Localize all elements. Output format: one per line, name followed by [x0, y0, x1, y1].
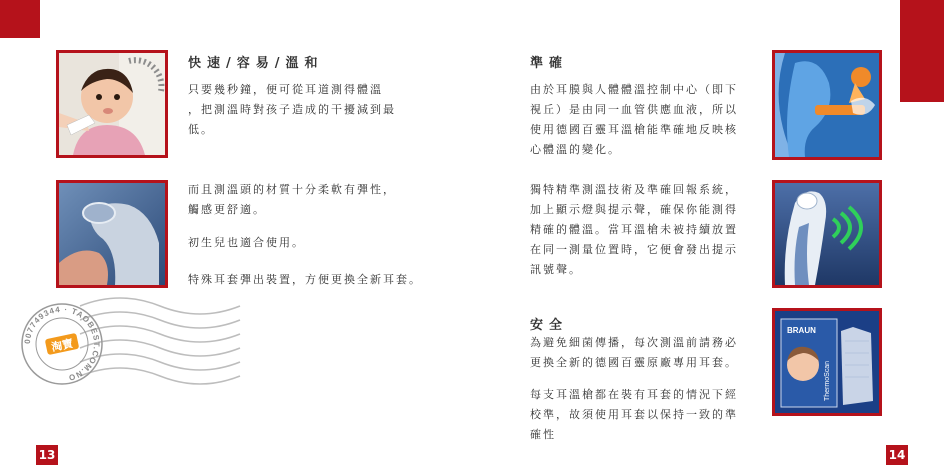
paragraph-material: [188, 180, 396, 220]
paragraph-line: 特殊耳套彈出裝置，方便更換全新耳套。: [188, 273, 422, 286]
paragraph-eject: [188, 270, 422, 290]
heading-safety: 安全: [530, 318, 569, 333]
paragraph-line: ，把測溫時對孩子造成的干擾減到最: [188, 103, 396, 116]
photo-thermometer-device: [772, 180, 882, 288]
product-box-image: [775, 311, 879, 413]
paragraph-line: 觸感更舒適。: [188, 203, 266, 216]
paragraph-line: 精確的體溫。當耳溫槍未被持續放置: [530, 223, 738, 236]
photo-ear-probe: [772, 50, 882, 160]
red-corner-tab-right: [900, 0, 944, 102]
paragraph-line: 而且測溫頭的材質十分柔軟有彈性，: [188, 183, 396, 196]
box-brand-text: BRAUN: [787, 326, 816, 335]
heading-fast-easy-gentle: 快速/容易/溫和: [188, 56, 324, 71]
paragraph-line: 為避免細菌傳播，每次測溫前請務必: [530, 336, 738, 349]
photo-probe-closeup: [56, 180, 168, 288]
paragraph-line: 由於耳膜與人體體溫控制中心（即下: [530, 83, 738, 96]
paragraph-line: 使用德國百靈耳溫槍能準確地反映核: [530, 123, 738, 136]
paragraph-line: 只要幾秒鐘，便可從耳道測得體溫: [188, 83, 383, 96]
paragraph-line: 每支耳溫槍都在裝有耳套的情況下經: [530, 388, 738, 401]
paragraph-safety: [530, 333, 738, 373]
probe-image: [59, 183, 165, 285]
photo-product-box: [772, 308, 882, 416]
paragraph-technology: [530, 180, 738, 280]
paragraph-line: 獨特精準測溫技術及準確回報系統，: [530, 183, 738, 196]
red-corner-tab-left: [0, 0, 40, 38]
page-number-left: 13: [36, 445, 58, 465]
heading-accurate: 準確: [530, 56, 569, 71]
paragraph-line: 確性: [530, 428, 556, 441]
paragraph-line: 加上顯示燈與提示聲，確保你能測得: [530, 203, 738, 216]
baby-image: [59, 53, 165, 155]
paragraph-calibration: [530, 385, 738, 445]
paragraph-fast: [188, 80, 396, 140]
thermometer-image: [775, 183, 879, 285]
paragraph-accurate: [530, 80, 738, 160]
stamp-ring-text: 007749344 · TAOBEST.COM.NO: [22, 304, 102, 383]
watermark-stamp: [18, 300, 106, 388]
photo-baby-thermometer: [56, 50, 168, 158]
paragraph-line: 在同一測量位置時，它便會發出提示: [530, 243, 738, 256]
paragraph-line: 視丘）是由同一血管供應血液，所以: [530, 103, 738, 116]
paragraph-line: 更換全新的德國百靈原廠專用耳套。: [530, 356, 738, 369]
paragraph-line: 訊號聲。: [530, 263, 582, 276]
paragraph-newborn: [188, 233, 305, 253]
paragraph-line: 心體溫的變化。: [530, 143, 621, 156]
box-product-text: ThermoScan: [824, 360, 831, 401]
paragraph-line: 低。: [188, 123, 214, 136]
paragraph-line: 校準，故須使用耳套以保持一致的準: [530, 408, 738, 421]
ear-image: [775, 53, 879, 157]
paragraph-line: 初生兒也適合使用。: [188, 236, 305, 249]
stamp-center-text: 淘寶: [50, 336, 75, 355]
page-number-right: 14: [886, 445, 908, 465]
